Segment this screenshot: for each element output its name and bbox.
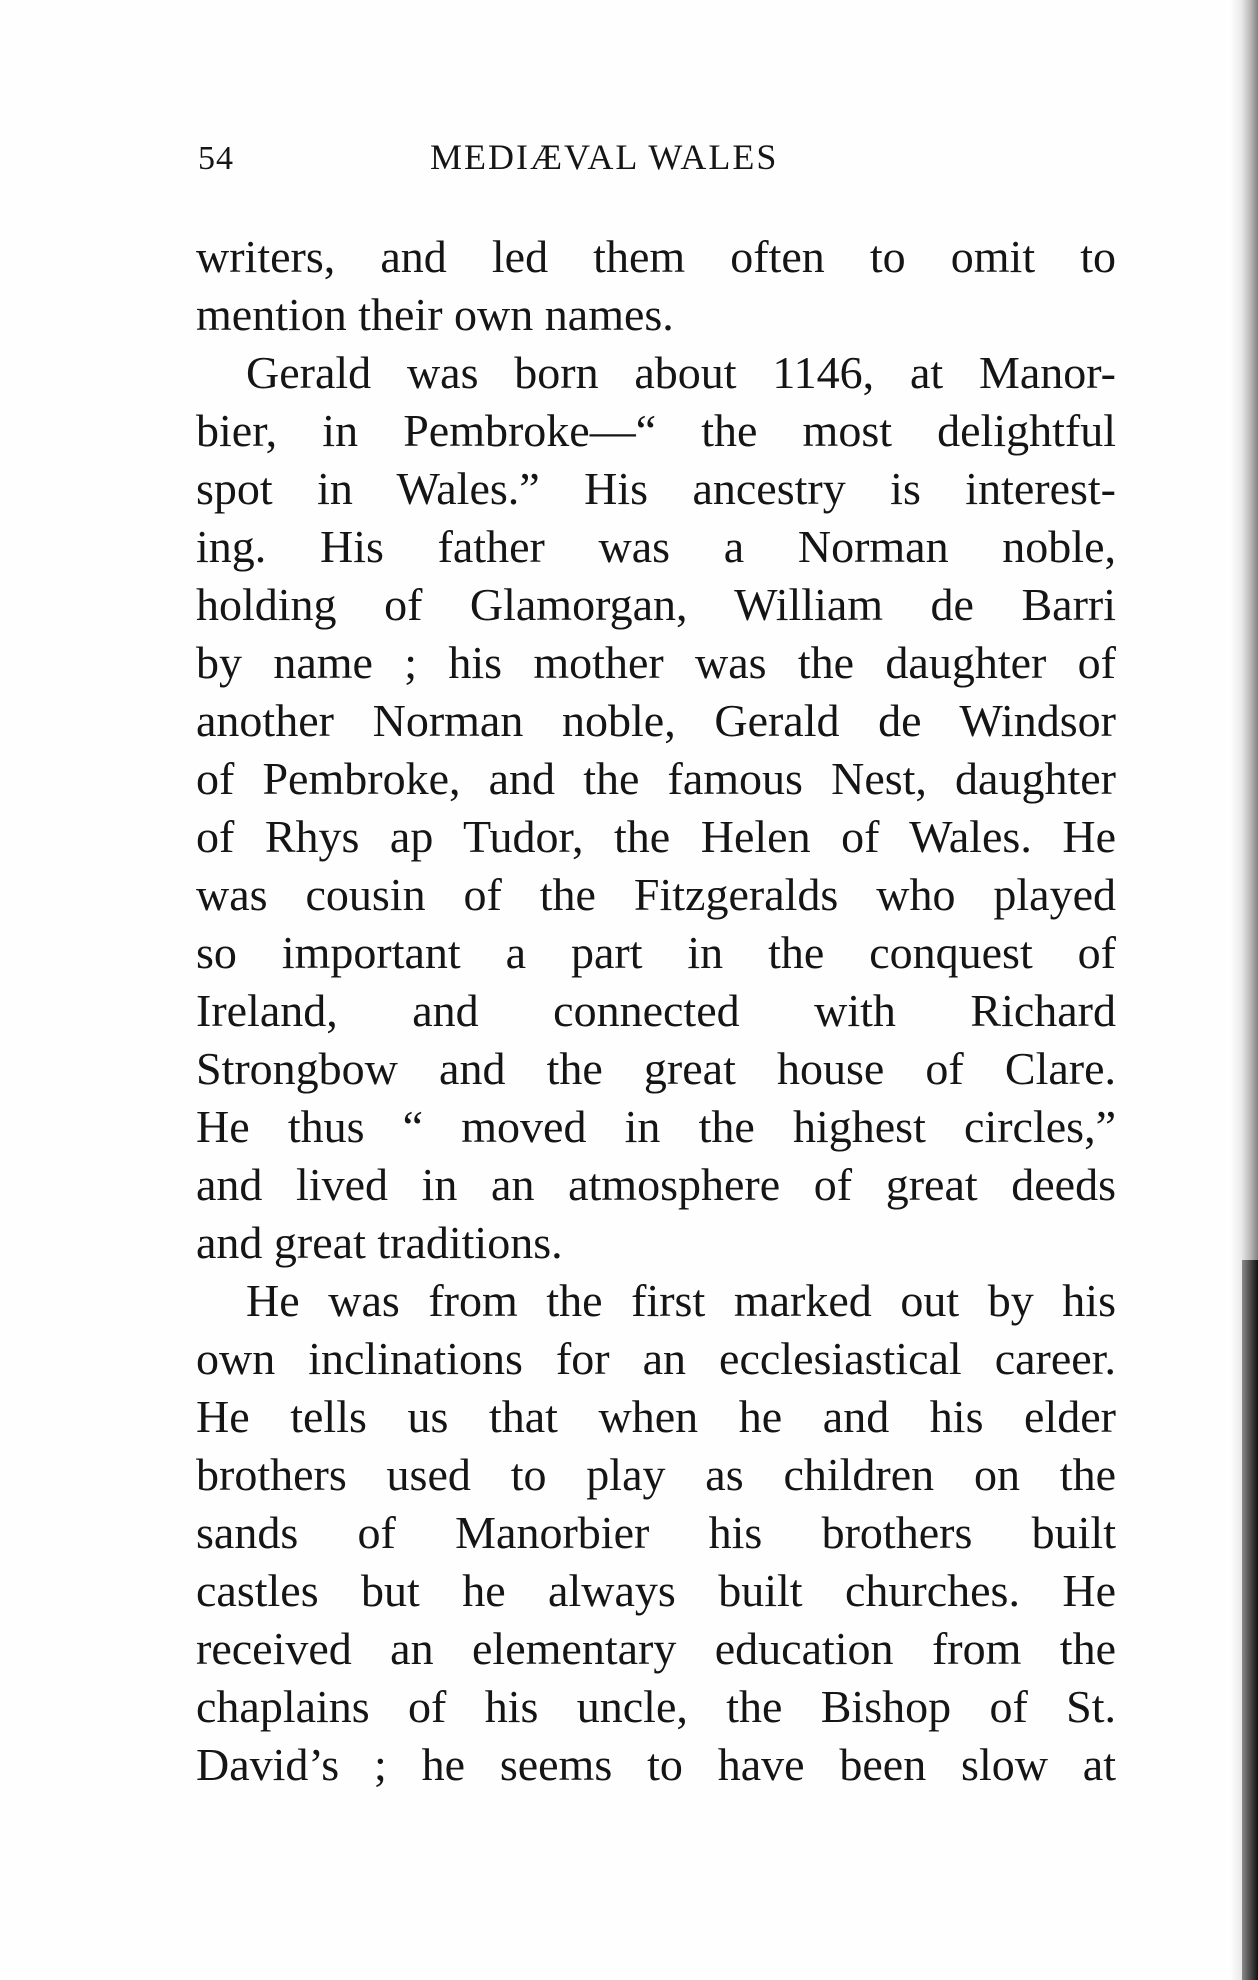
text-line: and great traditions. (196, 1217, 563, 1268)
text-line: of Pembroke, and the famous Nest, daughter (196, 753, 1116, 804)
text-line: spot in Wales.” His ancestry is interest- (196, 463, 1116, 514)
text-line: bier, in Pembroke—“ the most delightful (196, 405, 1116, 456)
text-line: He was from the first marked out by his (246, 1275, 1116, 1326)
text-line: Strongbow and the great house of Clare. (196, 1043, 1116, 1094)
binding-shadow-lower (1242, 1260, 1258, 1980)
text-line: sands of Manorbier his brothers built (196, 1507, 1116, 1558)
body-text (196, 228, 1116, 1794)
text-line: of Rhys ap Tudor, the Helen of Wales. He (196, 811, 1116, 862)
text-line: chaplains of his uncle, the Bishop of St. (196, 1681, 1116, 1732)
text-line: so important a part in the conquest of (196, 927, 1116, 978)
text-line: by name ; his mother was the daughter of (196, 637, 1116, 688)
page-number: 54 (198, 140, 234, 177)
text-line: holding of Glamorgan, William de Barri (196, 579, 1116, 630)
text-line: writers, and led them often to omit to (196, 231, 1116, 282)
text-line: ing. His father was a Norman noble, (196, 521, 1116, 572)
text-line: another Norman noble, Gerald de Windsor (196, 695, 1116, 746)
text-line: brothers used to play as children on the (196, 1449, 1116, 1500)
text-line: own inclinations for an ecclesiastical career. (196, 1333, 1116, 1384)
running-title: MEDIÆVAL WALES (430, 137, 779, 177)
text-line: mention their own names. (196, 289, 674, 340)
text-line: was cousin of the Fitzgeralds who played (196, 869, 1116, 920)
text-line: He tells us that when he and his elder (196, 1391, 1116, 1442)
text-line: and lived in an atmosphere of great deeds (196, 1159, 1116, 1210)
text-line: castles but he always built churches. He (196, 1565, 1116, 1616)
text-line: Ireland, and connected with Richard (196, 985, 1116, 1036)
text-line: Gerald was born about 1146, at Manor- (246, 347, 1116, 398)
text-line: David’s ; he seems to have been slow at (196, 1739, 1116, 1790)
text-line: received an elementary education from the (196, 1623, 1116, 1674)
running-head (198, 136, 1116, 186)
text-line: He thus “ moved in the highest circles,” (196, 1101, 1116, 1152)
